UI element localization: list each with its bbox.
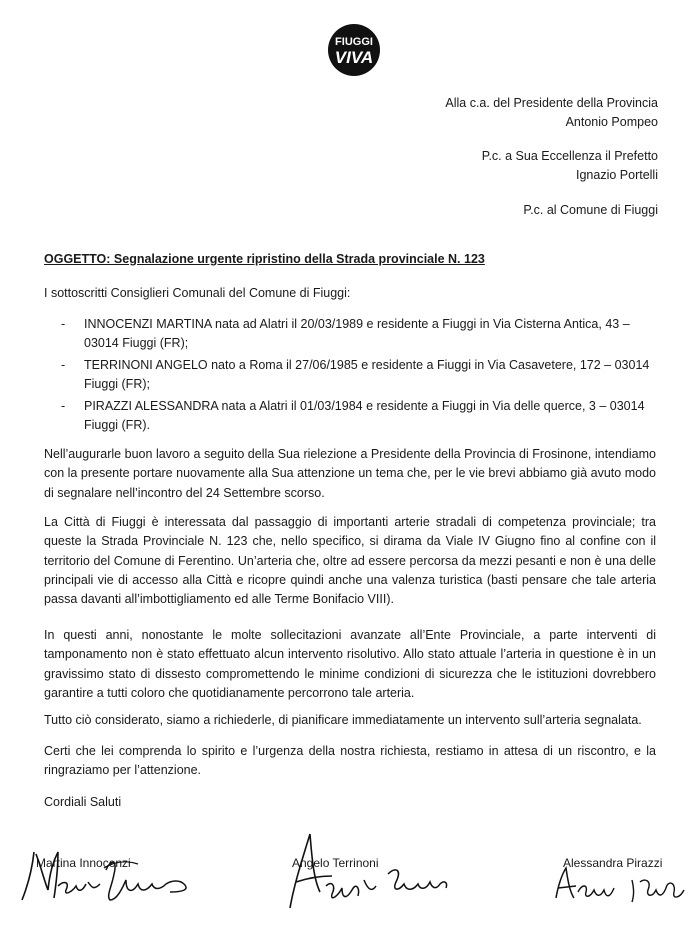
subject-line: OGGETTO: Segnalazione urgente ripristino della Strada provinciale N. 123 [44,252,485,266]
logo-line1: FIUGGI [335,36,373,48]
addressee-prefect [482,147,658,185]
signers-list [44,315,656,435]
signature-name-2: Angelo Terrinoni [292,856,379,870]
signature-name-1: Martina Innocenzi [36,856,131,870]
addressee-comune [523,201,658,220]
signature-scribble-3 [548,858,698,918]
body-paragraph: Certi che lei comprenda lo spirito e l’urgenza della nostra richiesta, restiamo in attesa di un riscontro, e la ringraziamo per l’attenzione. [44,744,656,778]
address-line: Alla c.a. del Presidente della Provincia [445,96,658,110]
signature-scribble-2 [280,830,470,920]
list-item: - PIRAZZI ALESSANDRA nata a Alatri il 01/03/1984 e residente a Fiuggi in Via delle querce, 3 – 03014 Fiuggi (FR). [61,399,645,432]
address-line: Antonio Pompeo [565,115,658,129]
logo-line2: VIVA [334,48,374,67]
address-line: P.c. a Sua Eccellenza il Prefetto [481,149,658,163]
intro-paragraph: I sottoscritti Consiglieri Comunali del Comune di Fiuggi: [44,286,351,300]
body-paragraph: In questi anni, nonostante le molte sollecitazioni avanzate all’Ente Provinciale, a parte interventi di tamponamento non è stato effettuato alcun intervento risolutivo. Allo stato attuale l’arteria in questione è in un gravissimo stato di dissesto compromettendo le minime condizioni di sicurezza che le istituzioni dovrebbero garantire a tutti coloro che quotidianamente percorrono tale arteria. [44,628,656,700]
list-item: - TERRINONI ANGELO nato a Roma il 27/06/1985 e residente a Fiuggi in Via Casavetere, 172 – 03014 Fiuggi (FR); [61,358,650,391]
signature-scribble-1 [14,840,204,920]
list-item: - INNOCENZI MARTINA nata ad Alatri il 20/03/1989 e residente a Fiuggi in Via Cisterna Antica, 43 – 03014 Fiuggi (FR); [61,317,630,350]
address-line: P.c. al Comune di Fiuggi [523,203,658,217]
body-paragraph: Tutto ciò considerato, siamo a richiederle, di pianificare immediatamente un intervento sull’arteria segnalata. [44,713,642,727]
addressee-president [445,94,658,132]
body-paragraph: La Città di Fiuggi è interessata dal passaggio di importanti arterie stradali di competenza provinciale; tra queste la Strada Provinciale N. 123 che, nello specifico, si dirama da Viale IV Giugno fino al confine con il territorio del Comune di Ferentino. Un’arteria che, oltre ad essere percorsa da mezzi pesanti e non è una delle principali vie di accesso alla Città e ricopre quindi anche una valenza turistica (basti pensare che tale arteria passa davanti all’imbottigliamento ed alle Terme Bonifacio VIII). [44,515,656,607]
closing: Cordiali Saluti [44,795,122,809]
address-line: Ignazio Portelli [576,168,658,182]
body-paragraph: Nell’augurarle buon lavoro a seguito della Sua rielezione a Presidente della Provincia di Frosinone, intendiamo con la presente portare nuovamente alla Sua attenzione un tema che, per le vie brevi abbiamo già avuto modo di segnalare nell’incontro del 24 Settembre scorso. [44,447,656,500]
signature-name-3: Alessandra Pirazzi [563,856,663,870]
fiuggi-viva-logo [327,23,381,77]
